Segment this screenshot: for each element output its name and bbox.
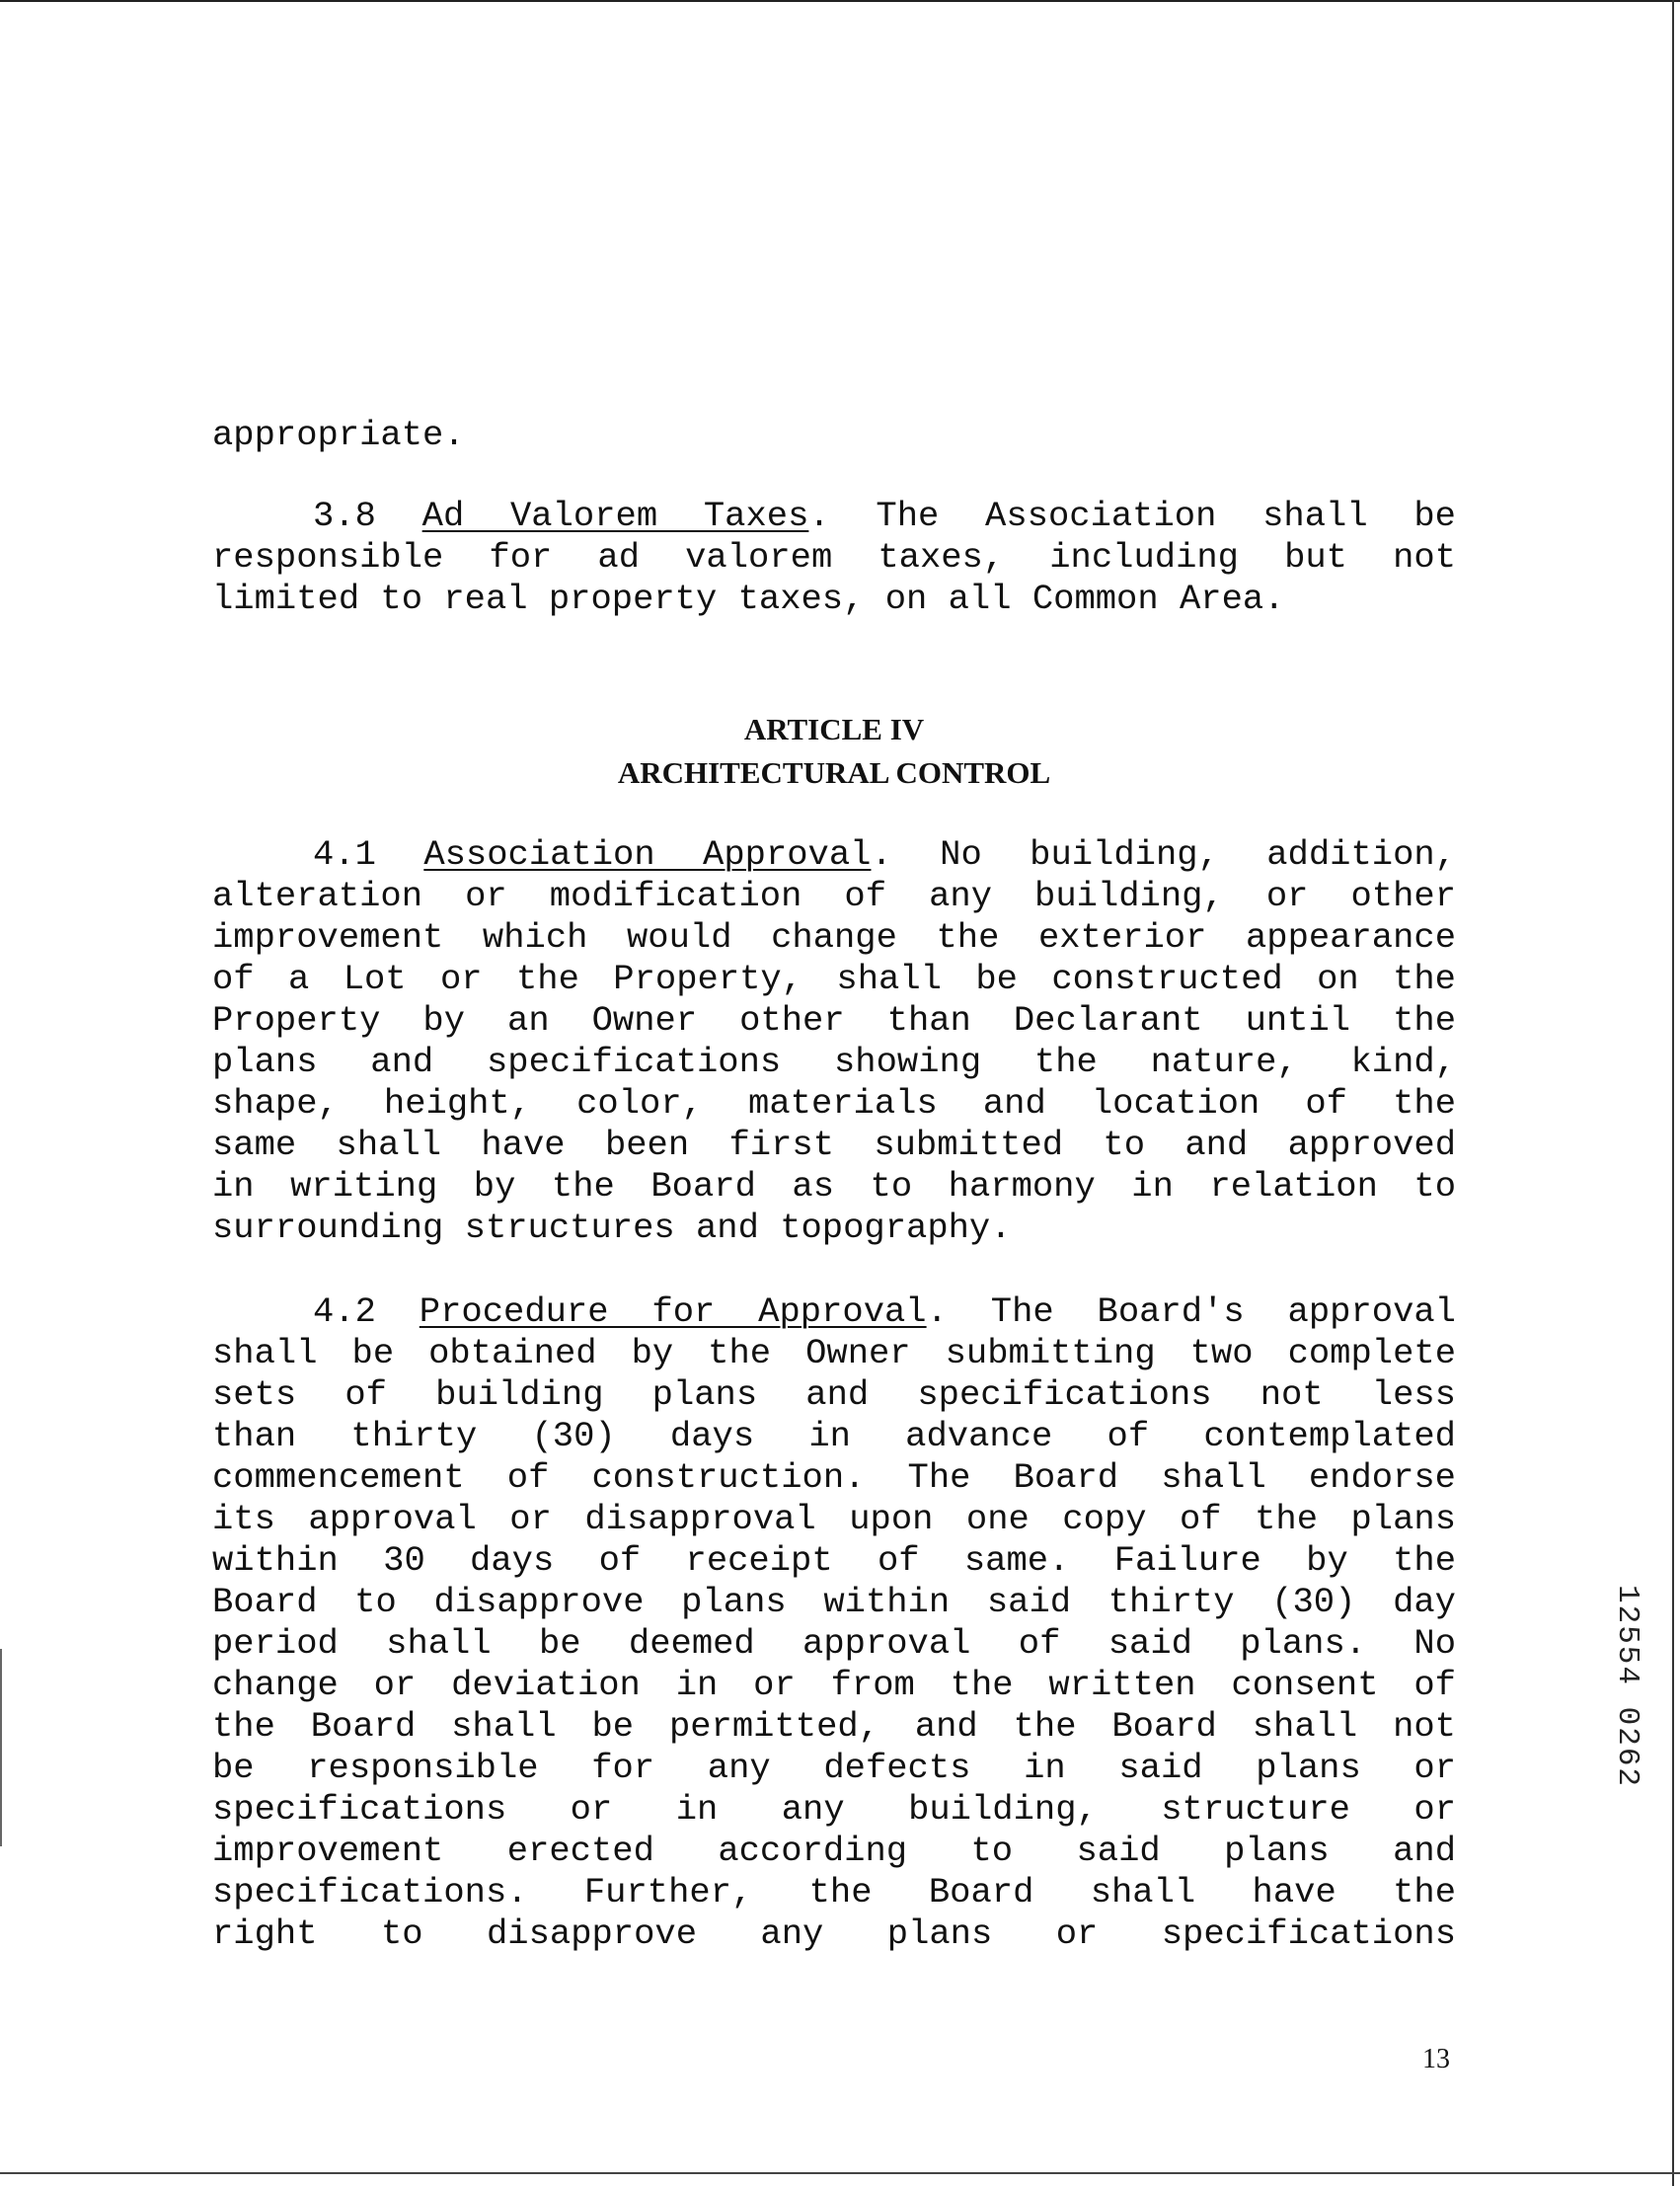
section-4-1-number: 4.1 xyxy=(313,834,376,875)
section-4-2-line-6: its approval or disapproval upon one copy of the plans xyxy=(212,1499,1456,1539)
section-4-2-line-2: shall be obtained by the Owner submitting two complete xyxy=(212,1333,1456,1373)
section-4-2-number: 4.2 xyxy=(313,1291,376,1332)
section-4-1-line-5: Property by an Owner other than Declarant until the xyxy=(212,1000,1456,1041)
section-4-2-line-8: Board to disapprove plans within said thirty (30) day xyxy=(212,1582,1456,1622)
section-4-2-line-13: specifications or in any building, structure or xyxy=(212,1789,1456,1830)
scan-edge-left xyxy=(0,1649,2,1846)
section-3-8-line-1 xyxy=(313,496,1456,537)
section-4-2-line-15: specifications. Further, the Board shall have the xyxy=(212,1872,1456,1913)
section-4-2-line-10: change or deviation in or from the written consent of xyxy=(212,1665,1456,1705)
section-4-2-line-5: commencement of construction. The Board shall endorse xyxy=(212,1457,1456,1498)
section-3-8-title: Ad Valorem Taxes xyxy=(421,496,809,536)
article-subheading: ARCHITECTURAL CONTROL xyxy=(617,755,1051,790)
continuation-line: appropriate. xyxy=(212,415,465,455)
section-4-2-line-11: the Board shall be permitted, and the Board shall not xyxy=(212,1706,1456,1747)
section-4-2-line-14: improvement erected according to said plans and xyxy=(212,1831,1456,1871)
section-4-2-line-16: right to disapprove any plans or specifications xyxy=(212,1913,1456,1954)
section-3-8-lead: . The Association shall be xyxy=(808,496,1456,536)
section-4-2-lead: . The Board's approval xyxy=(926,1291,1456,1332)
section-4-1-line-2: alteration or modification of any building, or other xyxy=(212,876,1456,916)
section-3-8-number: 3.8 xyxy=(313,496,376,536)
section-4-2-line-1 xyxy=(313,1291,1456,1333)
recording-stamp: 12554 0262 xyxy=(1610,1585,1644,1789)
section-4-2-title: Procedure for Approval xyxy=(419,1291,927,1332)
scan-edge-right xyxy=(1672,0,1674,2186)
scan-edge-top xyxy=(0,0,1680,2)
section-4-1-line-9: in writing by the Board as to harmony in relation to xyxy=(212,1166,1456,1207)
section-4-1-lead: . No building, addition, xyxy=(871,834,1456,875)
section-4-1-line-7: shape, height, color, materials and location of the xyxy=(212,1083,1456,1124)
section-4-1-title: Association Approval xyxy=(423,834,872,875)
section-3-8-line-2: responsible for ad valorem taxes, including but not xyxy=(212,537,1456,578)
section-4-2-line-12: be responsible for any defects in said plans or xyxy=(212,1748,1456,1788)
page-number: 13 xyxy=(1422,2044,1450,2074)
scan-edge-bottom xyxy=(0,2172,1680,2174)
article-heading: ARTICLE IV xyxy=(743,712,925,746)
section-4-1-line-4: of a Lot or the Property, shall be constructed on the xyxy=(212,959,1456,999)
section-4-1-line-10: surrounding structures and topography. xyxy=(212,1208,1012,1248)
section-4-2-line-3: sets of building plans and specifications not less xyxy=(212,1374,1456,1415)
section-4-2-line-4: than thirty (30) days in advance of contemplated xyxy=(212,1416,1456,1456)
section-4-1-line-8: same shall have been first submitted to and approved xyxy=(212,1125,1456,1165)
section-4-1-line-1 xyxy=(313,834,1456,876)
section-4-1-line-3: improvement which would change the exterior appearance xyxy=(212,917,1456,958)
section-4-2-line-9: period shall be deemed approval of said plans. No xyxy=(212,1623,1456,1664)
section-4-2-line-7: within 30 days of receipt of same. Failure by the xyxy=(212,1540,1456,1581)
section-3-8-line-3: limited to real property taxes, on all Common Area. xyxy=(212,579,1285,619)
section-4-1-line-6: plans and specifications showing the nature, kind, xyxy=(212,1042,1456,1082)
